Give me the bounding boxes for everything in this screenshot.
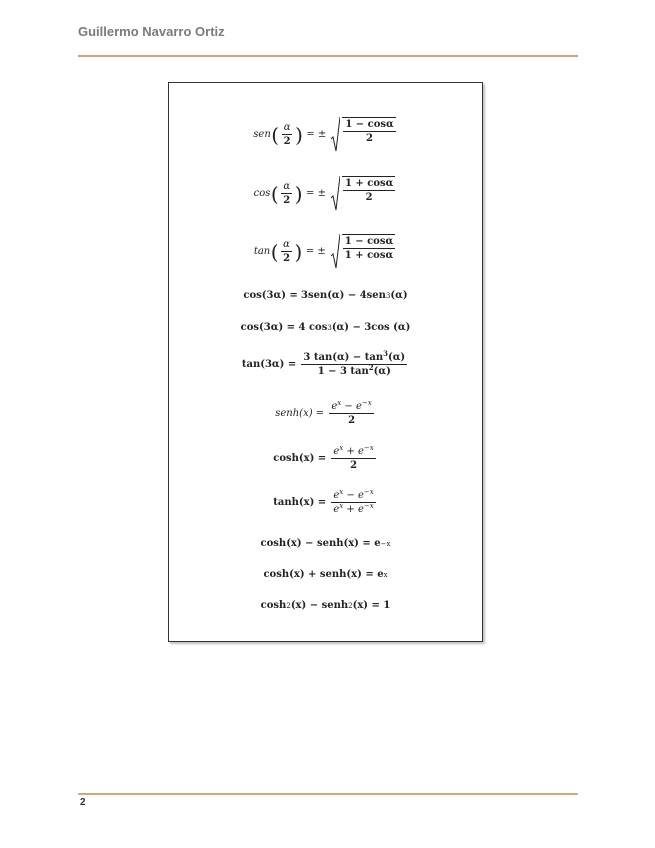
hyperbolic-identity-3: cosh 2 (x) − senh 2 (x) = 1 — [260, 600, 391, 611]
fn-name: tan — [253, 246, 271, 257]
author-header: Guillermo Navarro Ortiz — [78, 24, 225, 39]
square-root: $\frac{1 - \cos\alpha}{1 + \cos\alpha}$ — [331, 234, 397, 270]
square-root: $\frac{1 - \cos\alpha}{2}$ — [331, 117, 397, 153]
fn-name: cos — [253, 188, 271, 199]
angle-fraction: $\frac{\alpha}{2}$ — [283, 181, 291, 206]
fn-name: sen — [253, 129, 271, 140]
half-angle-tangent-formula: tan ( $\frac{\alpha}{2}$ ) = ± $\frac{1 - \cos\alpha}{1 + \cos\alpha}$ — [169, 234, 482, 270]
square-root: $\frac{1 + \cos\alpha}{2}$ — [331, 176, 397, 212]
hyperbolic-identity-1: cosh(x) − senh(x) = e −x — [260, 538, 391, 549]
triple-angle-tangent-formula: tan(3α) = $\frac{3 \tan(\alpha) - \tan^3(\alpha)}{1 - 3 \tan^2(\alpha)}$ — [241, 349, 406, 377]
half-angle-sine-formula: sen ( $\frac{\alpha}{2}$ ) = ± $\frac{1 - \cos\alpha}{2}$ — [169, 117, 482, 153]
hyperbolic-identity-2: cosh(x) + senh(x) = e x — [263, 569, 388, 580]
footer-rule — [78, 793, 578, 795]
header-rule — [78, 55, 578, 57]
triple-angle-cosine-formula-1: cos(3α) = 3sen(α) − 4sen 3 (α) — [243, 290, 408, 301]
formula-box — [168, 82, 483, 642]
page-number: 2 — [80, 797, 86, 808]
angle-fraction: $\frac{\alpha}{2}$ — [283, 239, 291, 264]
triple-angle-cosine-formula-2: cos(3α) = 4 cos 3 (α) − 3cos (α) — [240, 322, 411, 333]
angle-fraction: $\frac{\alpha}{2}$ — [283, 122, 291, 147]
hyperbolic-tangent-formula: tanh(x) = $\frac{e^x - e^{-x}}{e^x + e^{-x}}$ — [273, 488, 374, 515]
hyperbolic-sine-formula: senh(x) = $\frac{e^x - e^{-x}}{2}$ — [275, 399, 372, 426]
half-angle-cosine-formula: cos ( $\frac{\alpha}{2}$ ) = ± $\frac{1 + \cos\alpha}{2}$ — [169, 176, 482, 212]
hyperbolic-cosine-formula: cosh(x) = $\frac{e^x + e^{-x}}{2}$ — [273, 444, 374, 471]
